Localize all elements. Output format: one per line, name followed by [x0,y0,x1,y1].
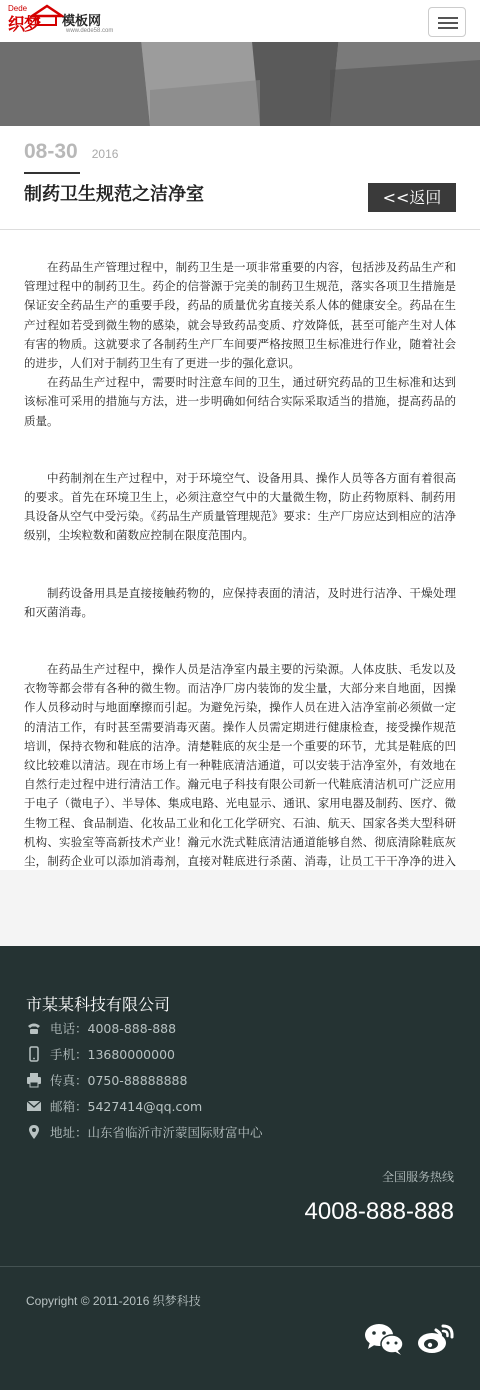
article-paragraph: 中药制剂在生产过程中，对于环境空气、设备用具、操作人员等各方面有着很高的要求。首先在环境卫生上，必须注意空气中的大量微生物，防止药物原料、制药用具设备从空气中受污染。《药品生产质量管理规范》要求：生产厂房应达到相应的洁净级别，尘埃粒数和菌数应控制在限度范围内。 [24,470,456,543]
page-title: 制药卫生规范之洁净室 [24,184,204,205]
contact-email [26,1096,202,1116]
wechat-icon[interactable] [364,1322,404,1356]
article-date [24,140,118,164]
article-date-day: 08-30 [24,140,78,163]
fax-icon [26,1072,42,1088]
article-paragraph: 制药设备用具是直接接触药物的，应保持表面的清洁，及时进行洁净、干燥处理和灭菌消毒。 [24,585,456,619]
hamburger-menu-icon[interactable] [428,7,466,37]
menu-bar [438,22,458,24]
logo-chinese-text: 织梦 [8,15,40,35]
hotline-number[interactable]: 4008-888-888 [304,1198,454,1225]
content-bottom-strip [0,870,480,946]
paragraph-gap [24,641,456,660]
menu-bar [438,27,458,29]
paragraph-gap [24,546,456,565]
back-button[interactable]: <<返回 [368,183,456,212]
contact-mobile [26,1044,175,1064]
article-paragraph: 在药品生产管理过程中，制药卫生是一项非常重要的内容，包括涉及药品生产和管理过程中的制药卫生。药企的信誉源于完美的制药卫生规范，落实各项卫生措施是保证安全药品生产的重要手段，药品的质量优劣直接关系人体的健康安全。药品在生产过程如若受到微生物的感染，就会导致药品变质、疗效降低，甚至可能产生对人体有害的物质。这就要求了各制药生产厂车间要严格按照卫生标准进行作业，随着社会的进步，人们对于制药卫生有了更进一步的强化意识。 [24,260,456,371]
contact-text: 传真：0750-88888888 [50,1073,188,1088]
site-footer [0,946,480,1390]
article-date-year: 2016 [91,147,119,161]
article-paragraph: 在药品生产过程中，操作人员是洁净室内最主要的污染源。人体皮肤、毛发以及衣物等都会带有各种的微生物。而洁净厂房内装饰的发尘量，大部分来自地面，因操作人员移动时与地面摩擦而引起。为避免污染，操作人员在进入洁净室前必须做一定的清洁工作，有时甚至需要消毒灭菌。操作人员需定期进行健康检查，接受操作规范培训，保持衣物和鞋底的洁净。清楚鞋底的灰尘是一个重要的环节，尤其是鞋底的凹纹比较难以清洁。现在市场上有一种鞋底清洁通道，可以安装于洁净室外，有效地在自然行走过程中进行清洁工作。瀚元电子科技有限公司新一代鞋底清洁机可广泛应用于电子（微电子）、半导体、集成电路、光电显示、通讯、家用电器及制药、医疗、微生物工程、食品制造、化妆品工业和化工化学研究、石油、航天、国家各类大型科研机构、实验室等高新技术产业！瀚元水洗式鞋底清洁通道能够自然、彻底清除鞋底灰尘，制药企业可以添加消毒剂，直接对鞋底进行杀菌、消毒，让员工干干净净的进入 [24,662,456,869]
contact-address [26,1122,263,1142]
contact-text: 地址：山东省临沂市沂蒙国际财富中心 [50,1125,263,1140]
contact-text: 手机：13680000000 [50,1047,175,1062]
paragraph-gap [24,622,456,641]
logo-name-text: 模板网 [62,14,102,29]
article-paragraph: 在药品生产过程中，需要时时注意车间的卫生，通过研究药品的卫生标准和达到该标准可采用的措施与方法，进一步明确如何结合实际采取适当的措施，提高药品的质量。 [24,375,456,428]
paragraph-gap [24,431,456,450]
contact-text: 邮箱：5427414@qq.com [50,1099,203,1114]
mail-icon [26,1098,42,1114]
company-name: 市某某科技有限公司 [26,995,171,1014]
logo-house-icon [30,4,64,26]
logo-small-text: Dede [8,4,28,13]
weibo-icon[interactable] [416,1320,456,1356]
section-divider [0,229,480,230]
contact-fax [26,1070,187,1090]
contact-text: 电话：4008-888-888 [50,1021,177,1036]
logo-url-text: www.dede58.com [66,28,114,34]
article-body [24,258,456,890]
menu-bar [438,17,458,19]
paragraph-gap [24,565,456,584]
site-header [0,0,480,42]
phone-icon [26,1020,42,1036]
hotline-label: 全国服务热线 [381,1170,454,1184]
contact-phone [26,1018,176,1038]
mobile-icon [26,1046,42,1062]
site-logo[interactable] [8,4,128,36]
footer-divider [0,1266,480,1267]
copyright-text: Copyright © 2011-2016 织梦科技 [26,1294,201,1308]
paragraph-gap [24,450,456,469]
location-icon [26,1124,42,1140]
title-divider [24,172,80,174]
